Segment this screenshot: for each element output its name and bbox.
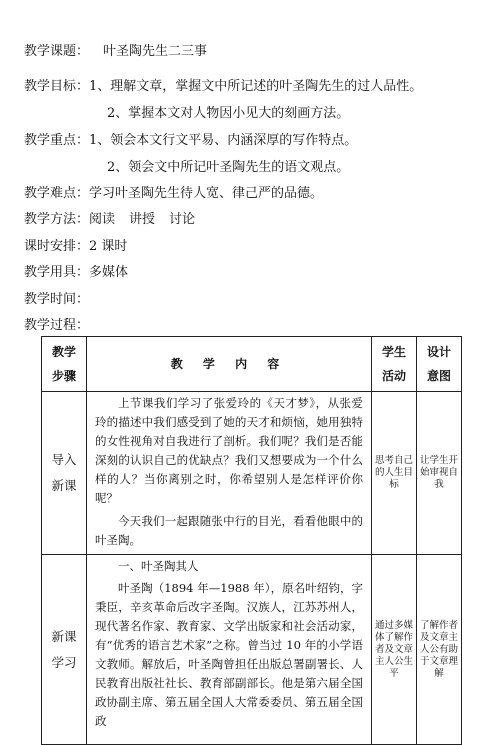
hours-value: 2 课时 [89, 239, 128, 254]
content-paragraph: 一、叶圣陶其人 [118, 559, 199, 573]
content-paragraph: 上节课我们学习了张爱玲的《天才梦》，从张爱玲的描述中我们感受到了她的天才和烦恼，她用独特的女性视角对自我进行了剖析。我们呢？我们是否能深刻的认识自己的优缺点？我们又想要成为一个什么样的人？当你离别之时，你希望别人是怎样评价你呢？ [95, 396, 363, 505]
row-content [87, 555, 372, 745]
difficulty-value: 学习叶圣陶先生待人宽、律己严的品德。 [89, 186, 324, 201]
topic-value: 叶圣陶先生二三事 [103, 44, 208, 59]
table-header-row [42, 337, 462, 392]
header-design-line-2: 意图 [426, 369, 451, 383]
focus-item-2: 2、领会文中所记叶圣陶先生的语文观点。 [107, 160, 350, 175]
process-line [24, 318, 89, 334]
header-content-label: 教 学 内 容 [170, 357, 288, 371]
header-stage [42, 337, 87, 392]
content-paragraph: 叶圣陶（1894 年—1988 年），原名叶绍钧，字秉臣，辛亥革命后改字圣陶。汉族人，江苏苏州人，现代著名作家、教育家、文学出版家和社会活动家，有“优秀的语言艺术家”之称。曾当过 10 年的小学语文教师。解放后，叶圣陶曾担任出版总署副署长、人民教育出版社社长、教育部副部长。他是第六届全国政协副主席、第五届全国人大常委委员、第五届全国政 [95, 581, 363, 728]
table-row [42, 555, 462, 745]
time-label: 教学时间： [24, 292, 90, 307]
header-design-line-1: 设计 [426, 345, 451, 359]
header-stage-line-1: 教学 [51, 345, 76, 359]
topic-label: 教学课题： [24, 44, 90, 59]
header-content [87, 337, 372, 392]
tools-value: 多媒体 [89, 265, 129, 280]
row-student-activity: 思考自己的人生目标 [372, 392, 417, 555]
goal-label: 教学目标： [24, 79, 90, 94]
focus-label: 教学重点： [24, 133, 90, 148]
goal-item-2: 2、掌握本文对人物因小见大的刻画方法。 [107, 106, 350, 121]
row-design-intent: 让学生开始审视自我 [417, 392, 462, 555]
header-student-line-2: 活动 [381, 369, 406, 383]
row-stage-line-1: 新课 [51, 628, 77, 644]
focus-line-1 [24, 133, 357, 149]
row-stage-line-2: 新课 [51, 478, 77, 493]
content-paragraph: 今天我们一起跟随张中行的目光，看看他眼中的叶圣陶。 [95, 514, 363, 547]
method-label: 教学方法： [24, 212, 90, 227]
header-design [417, 337, 462, 392]
method-item-2: 讲授 [129, 212, 156, 227]
row-stage-line-1: 导入 [51, 452, 77, 467]
goal-item-1: 1、理解文章，掌握文中所记述的叶圣陶先生的过人品性。 [89, 79, 423, 94]
header-stage-line-2: 步骤 [51, 369, 76, 383]
difficulty-line [24, 186, 323, 202]
hours-label: 课时安排： [24, 239, 90, 254]
row-student-activity: 通过多媒体了解作者及文章主人公生平 [372, 555, 417, 745]
focus-line-2 [107, 160, 349, 176]
method-item-1: 阅读 [89, 212, 116, 227]
table-row [42, 392, 462, 555]
lesson-plan-table [41, 336, 462, 745]
row-stage [42, 555, 87, 745]
tools-line [24, 265, 128, 281]
focus-item-1: 1、领会本文行文平易、内涵深厚的写作特点。 [89, 133, 358, 148]
header-student-line-1: 学生 [381, 345, 406, 359]
row-design-intent: 了解作者及文章主人公有助于文章理解 [417, 555, 462, 745]
header-student [372, 337, 417, 392]
time-line [24, 292, 89, 308]
difficulty-label: 教学难点： [24, 186, 90, 201]
row-stage-line-2: 学习 [51, 654, 77, 670]
method-item-3: 讨论 [169, 212, 196, 227]
hours-line [24, 239, 127, 255]
topic-line [24, 44, 207, 60]
process-label: 教学过程： [24, 318, 90, 333]
row-stage [42, 392, 87, 555]
row-content [87, 392, 372, 555]
tools-label: 教学用具： [24, 265, 90, 280]
goal-line-2 [107, 106, 349, 122]
goal-line-1 [24, 79, 422, 95]
method-line [24, 212, 195, 228]
